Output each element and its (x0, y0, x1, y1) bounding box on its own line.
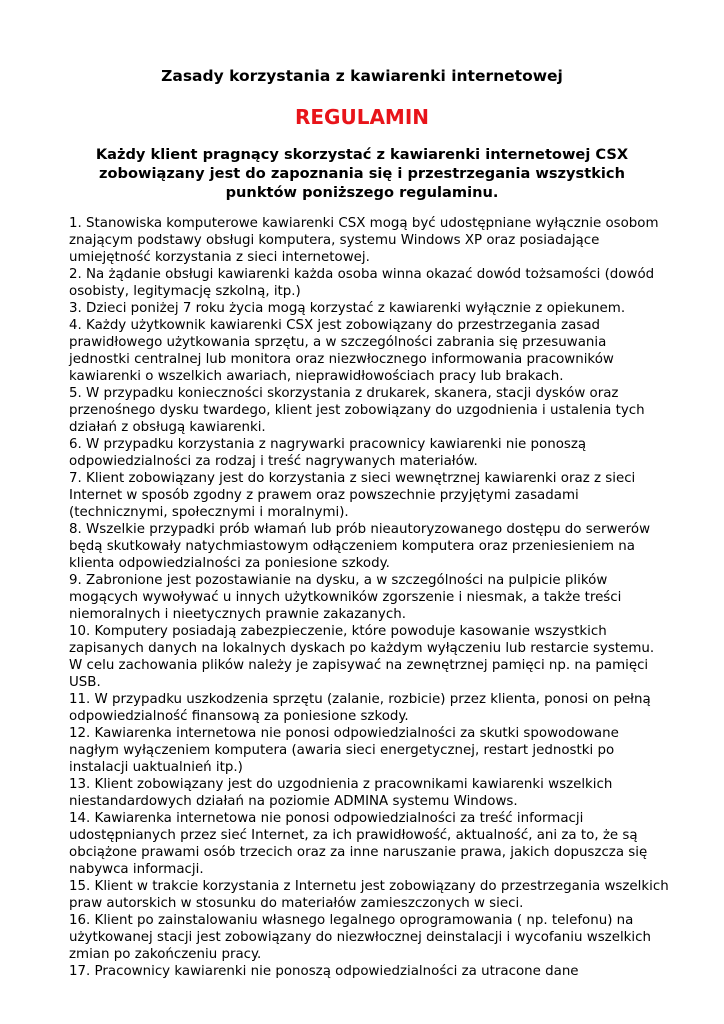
rule-10: 10. Komputery posiadają zabezpieczenie, które powoduje kasowanie wszystkich zapisanych danych na lokalnych dyskach po każdym wyłączeniu lub restarcie systemu. W celu zachowania plików należy je zapisywać na zewnętrznej pamięci np. na pamięci USB. (69, 624, 655, 690)
rule-16: 16. Klient po zainstalowaniu własnego legalnego oprogramowania ( np. telefonu) na użytkowanej stacji jest zobowiązany do niezwłocznej deinstalacji i wycofaniu wszelkich zmian po zakończeniu pracy. (69, 913, 651, 962)
rule-13: 13. Klient zobowiązany jest do uzgodnienia z pracownikami kawiarenki wszelkich niestandardowych działań na poziomie ADMINA systemu Windows. (69, 777, 613, 809)
rule-5: 5. W przypadku konieczności skorzystania z drukarek, skanera, stacji dysków oraz przenośnego dysku twardego, klient jest zobowiązany do uzgodnienia i ustalenia tych działań z obsługą kawiarenki. (69, 386, 645, 435)
rule-3: 3. Dzieci poniżej 7 roku życia mogą korzystać z kawiarenki wyłącznie z opiekunem. (69, 301, 626, 316)
rule-6: 6. W przypadku korzystania z nagrywarki pracownicy kawiarenki nie ponoszą odpowiedzialności za rodzaj i treść nagrywanych materiałów. (69, 437, 587, 469)
rule-15: 15. Klient w trakcie korzystania z Internetu jest zobowiązany do przestrzegania wszelkich praw autorskich w stosunku do materiałów zamieszczonych w sieci. (69, 879, 669, 911)
rule-1: 1. Stanowiska komputerowe kawiarenki CSX mogą być udostępniane wyłącznie osobom znającym podstawy obsługi komputera, systemu Windows XP oraz posiadające umiejętność korzystania z sieci internetowej. (69, 216, 659, 265)
rule-7: 7. Klient zobowiązany jest do korzystania z sieci wewnętrznej kawiarenki oraz z sieci Internet w sposób zgodny z prawem oraz powszechnie przyjętymi zasadami (technicznymi, społecznymi i moralnymi). (69, 471, 636, 520)
rule-2: 2. Na żądanie obsługi kawiarenki każda osoba winna okazać dowód tożsamości (dowód osobisty, legitymację szkolną, itp.) (69, 267, 655, 299)
rule-17: 17. Pracownicy kawiarenki nie ponoszą odpowiedzialności za utracone dane (69, 964, 579, 979)
intro-paragraph: Każdy klient pragnący skorzystać z kawiarenki internetowej CSX zobowiązany jest do zapoznania się i przestrzegania wszystkich punktów poniższego regulaminu. (95, 146, 629, 201)
rule-4: 4. Każdy użytkownik kawiarenki CSX jest zobowiązany do przestrzegania zasad prawidłowego użytkowania sprzętu, a w szczególności zabrania się przesuwania jednostki centralnej lub monitora oraz niezwłocznego informowania pracowników kawiarenki o wszelkich awariach, nieprawidłowościach pracy lub brakach. (69, 318, 614, 384)
rule-12: 12. Kawiarenka internetowa nie ponosi odpowiedzialności za skutki spowodowane nagłym wyłączeniem komputera (awaria sieci energetycznej, restart jednostki po instalacji uaktualnień itp.) (69, 726, 619, 775)
rule-11: 11. W przypadku uszkodzenia sprzętu (zalanie, rozbicie) przez klienta, ponosi on pełną odpowiedzialność finansową za poniesione szkody. (69, 692, 651, 724)
rule-8: 8. Wszelkie przypadki prób włamań lub prób nieautoryzowanego dostępu do serwerów będą skutkowały natychmiastowym odłączeniem komputera oraz przeniesieniem na klienta odpowiedzialności za poniesione szkody. (69, 522, 651, 571)
rule-9: 9. Zabronione jest pozostawianie na dysku, a w szczególności na pulpicie plików mogących wywoływać u innych użytkowników zgorszenie i niesmak, a także treści niemoralnych i nieetycznych prawnie zakazanych. (69, 573, 622, 622)
regulamin-heading: REGULAMIN (294, 105, 430, 129)
rules-list (69, 215, 669, 980)
rule-14: 14. Kawiarenka internetowa nie ponosi odpowiedzialności za treść informacji udostępnianych przez sieć Internet, za ich prawidłowość, aktualność, ani za to, że są obciążone prawami osób trzecich oraz za inne naruszanie prawa, jakich dopuszcza się nabywca informacji. (69, 811, 648, 877)
document-title: Zasady korzystania z kawiarenki internetowej (161, 67, 563, 85)
